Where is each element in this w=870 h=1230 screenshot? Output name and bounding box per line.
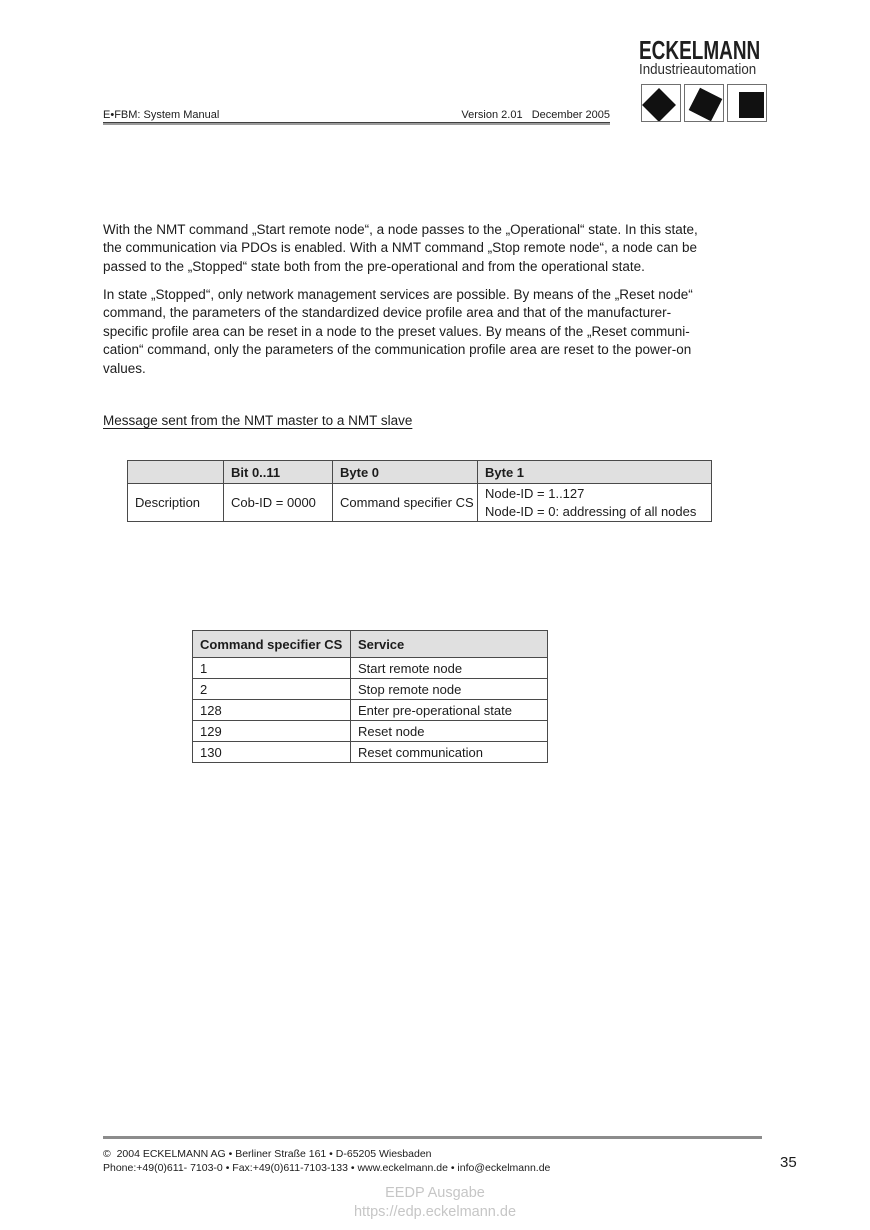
paragraph-line: the communication via PDOs is enabled. With a NMT command „Stop remote node“, a node can be xyxy=(103,240,698,256)
footer-contact-info: Phone:+49(0)611- 7103-0 • Fax:+49(0)611-7103-133 • www.eckelmann.de • info@eckelmann.de xyxy=(103,1162,551,1174)
table-cell: 130 xyxy=(193,742,351,763)
watermark-url: https://edp.eckelmann.de xyxy=(353,1203,517,1220)
watermark xyxy=(0,1184,870,1221)
table-row xyxy=(193,721,548,742)
table-row xyxy=(193,700,548,721)
header-rule xyxy=(103,122,610,125)
header-version-date: Version 2.01 December 2005 xyxy=(461,109,610,121)
watermark-title: EEDP Ausgabe xyxy=(385,1185,485,1201)
table-cell-line: Node-ID = 0: addressing of all nodes xyxy=(485,503,697,519)
logo-box-corner-square-icon xyxy=(727,84,767,122)
table-cell: Stop remote node xyxy=(351,679,548,700)
paragraph-line: values. xyxy=(103,360,146,376)
paragraph-nmt-start xyxy=(103,221,773,276)
table-header-cell: Byte 1 xyxy=(478,461,712,484)
table-header-cell: Service xyxy=(351,631,548,658)
page-number: 35 xyxy=(780,1154,797,1171)
paragraph-line: passed to the „Stopped“ state both from the pre-operational and from the operational state. xyxy=(103,258,645,274)
logo-squares-icon xyxy=(641,84,767,122)
table-cell: Command specifier CS xyxy=(333,484,478,522)
table-row xyxy=(193,679,548,700)
table-header-cell: Command specifier CS xyxy=(193,631,351,658)
header-document-title: E•FBM: System Manual xyxy=(103,109,220,121)
logo-box-tilted-square-icon xyxy=(684,84,724,122)
table-row xyxy=(193,742,548,763)
table-cell: 128 xyxy=(193,700,351,721)
table-cell: Description xyxy=(128,484,224,522)
paragraph-line: command, the parameters of the standardized device profile area and that of the manufacturer- xyxy=(103,305,672,321)
table-cell-line: Node-ID = 1..127 xyxy=(485,485,585,501)
paragraph-nmt-stopped xyxy=(103,286,773,378)
table-cell: Reset node xyxy=(351,721,548,742)
company-logo xyxy=(639,35,771,79)
paragraph-line: specific profile area can be reset in a node to the preset values. By means of the „Reset communi- xyxy=(103,323,690,339)
logo-brand-name: ECKELMANN xyxy=(639,35,761,65)
section-heading: Message sent from the NMT master to a NMT slave xyxy=(103,413,413,428)
table-header-cell: Bit 0..11 xyxy=(224,461,333,484)
paragraph-line: cation“ command, only the parameters of the communication profile area are reset to the power-on xyxy=(103,342,692,358)
table-cell: Start remote node xyxy=(351,658,548,679)
footer-company-address: © 2004 ECKELMANN AG • Berliner Straße 161 • D-65205 Wiesbaden xyxy=(103,1148,432,1160)
paragraph-line: In state „Stopped“, only network management services are possible. By means of the „Reset node“ xyxy=(103,287,693,302)
table-cell: Cob-ID = 0000 xyxy=(224,484,333,522)
paragraph-line: With the NMT command „Start remote node“, a node passes to the „Operational“ state. In this state, xyxy=(103,222,698,237)
table-header-cell xyxy=(128,461,224,484)
table-cell: 2 xyxy=(193,679,351,700)
logo-box-diamond-icon xyxy=(641,84,681,122)
table-cell: Enter pre-operational state xyxy=(351,700,548,721)
table-cell xyxy=(478,484,712,522)
table-cell: 1 xyxy=(193,658,351,679)
table-row xyxy=(193,658,548,679)
logo-subtitle: Industrieautomation xyxy=(639,62,757,78)
table-header-cell: Byte 0 xyxy=(333,461,478,484)
table-cell: Reset communication xyxy=(351,742,548,763)
nmt-message-table xyxy=(127,460,712,522)
table-cell: 129 xyxy=(193,721,351,742)
footer-rule xyxy=(103,1136,762,1139)
command-specifier-table xyxy=(192,630,548,763)
